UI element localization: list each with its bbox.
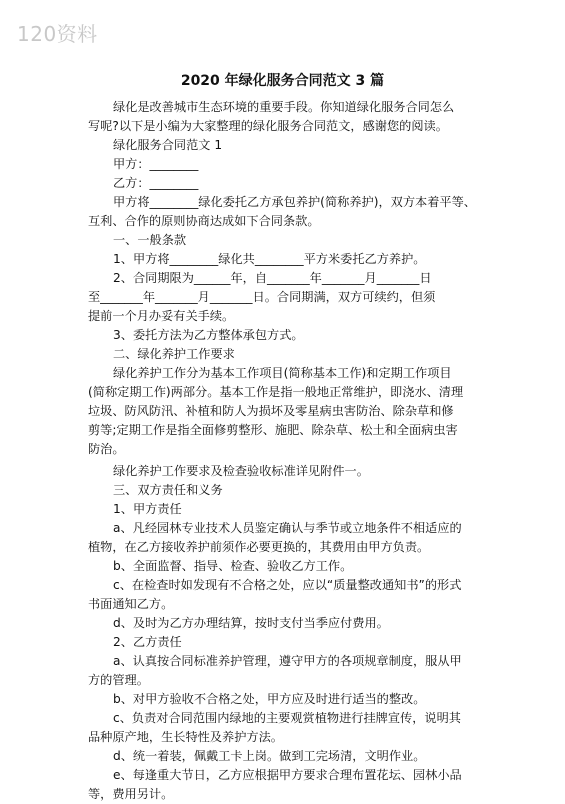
text-line: 2、合同期限为______年，自_______年_______月_______日	[113, 271, 432, 285]
text-line: 2、乙方责任	[113, 635, 182, 649]
text-line: b、对甲方验收不合格之处，甲方应及时进行适当的整改。	[113, 692, 426, 706]
text-line: 写呢?以下是小编为大家整理的绿化服务合同范文，感谢您的阅读。	[88, 119, 448, 133]
text-line: c、负责对合同范围内绿地的主要观赏植物进行挂牌宣传，说明其	[113, 711, 461, 725]
text-line: d、统一着装，佩戴工卡上岗。做到工完场清，文明作业。	[113, 749, 426, 763]
text-line: 提前一个月办妥有关手续。	[88, 309, 235, 323]
text-line: 一、一般条款	[113, 233, 187, 247]
text-line: 乙方：________	[113, 176, 199, 190]
text-line: e、每逢重大节日，乙方应根据甲方要求合理布置花坛、园林小品	[113, 768, 462, 782]
text-line: 绿化养护工作分为基本工作项目(简称基本工作)和定期工作项目	[113, 366, 452, 380]
text-line: 至_______年_______月_______日。合同期满，双方可续约，但须	[88, 290, 436, 304]
text-line: 3、委托方法为乙方整体承包方式。	[113, 328, 304, 342]
document-title: 2020 年绿化服务合同范文 3 篇	[180, 73, 385, 89]
text-line: (简称定期工作)两部分。基本工作是指一般地正常维护，即浇水、清理	[88, 385, 464, 399]
text-line: a、凡经园林专业技术人员鉴定确认与季节或立地条件不相适应的	[113, 521, 462, 535]
text-line: 1、甲方责任	[113, 502, 182, 516]
text-line: 绿化养护工作要求及检查验收标准详见附件一。	[113, 464, 369, 478]
text-line: 甲方将________绿化委托乙方承包养护(简称养护)，双方本着平等、	[113, 195, 476, 209]
text-line: 防治。	[88, 442, 125, 456]
text-line: 植物，在乙方接收养护前须作必要更换的，其费用由甲方负责。	[88, 540, 430, 554]
text-line: a、认真按合同标准养护管理，遵守甲方的各项规章制度，服从甲	[113, 654, 462, 668]
text-line: 垃圾、防风防汛、补植和防人为损坏及零星病虫害防治、除杂草和修	[88, 404, 454, 418]
text-line: 甲方：________	[113, 157, 199, 171]
text-line: 三、双方责任和义务	[113, 483, 223, 497]
text-line: 品种原产地，生长特性及养护方法。	[88, 730, 283, 744]
text-line: 互利、合作的原则协商达成如下合同条款。	[88, 214, 320, 228]
text-line: 剪等;定期工作是指全面修剪整形、施肥、除杂草、松土和全面病虫害	[88, 423, 458, 437]
text-line: b、全面监督、指导、检查、验收乙方工作。	[113, 559, 353, 573]
text-line: c、在检查时如发现有不合格之处，应以“质量整改通知书”的形式	[113, 578, 462, 592]
text-line: 绿化是改善城市生态环境的重要手段。你知道绿化服务合同怎么	[113, 100, 455, 114]
watermark: 120资料	[17, 22, 98, 46]
text-line: 绿化服务合同范文 1	[113, 138, 223, 152]
text-line: 1、甲方将________绿化共________平方米委托乙方养护。	[113, 252, 426, 266]
text-line: 方的管理。	[88, 673, 149, 687]
text-line: 二、绿化养护工作要求	[113, 347, 235, 361]
text-line: 等，费用另计。	[88, 787, 174, 801]
text-line: d、及时为乙方办理结算，按时支付当季应付费用。	[113, 616, 389, 630]
document-body	[88, 98, 478, 804]
text-line: 书面通知乙方。	[88, 597, 174, 611]
